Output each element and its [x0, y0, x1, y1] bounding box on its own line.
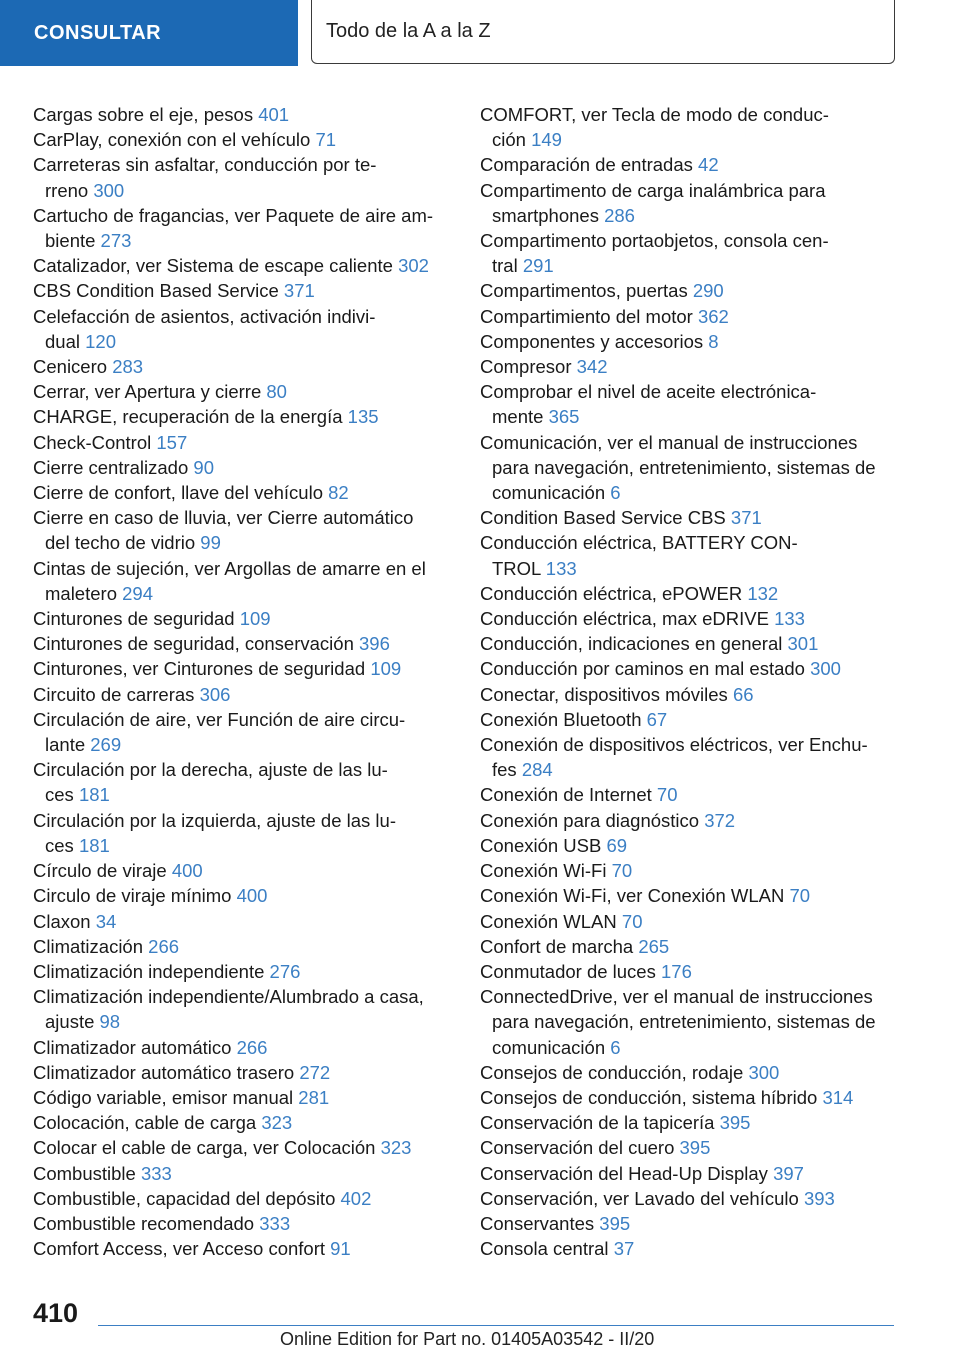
- page-reference-link[interactable]: 401: [258, 104, 290, 125]
- entry-term: Conservación del cuero: [480, 1137, 675, 1159]
- index-entry: [33, 556, 453, 606]
- page-reference-link[interactable]: 314: [822, 1086, 854, 1108]
- index-entry: [33, 304, 453, 354]
- entry-term: Código variable, emisor manual: [33, 1086, 294, 1108]
- page-reference-link[interactable]: 300: [810, 658, 841, 680]
- entry-term: Circuito de carreras: [33, 683, 195, 705]
- entry-term: Circulación de aire, ver Función de aire circu-: [33, 708, 406, 730]
- index-entry: [480, 1186, 900, 1211]
- index-entry: [33, 606, 453, 631]
- index-entry: [480, 1135, 900, 1160]
- index-entry: [480, 228, 900, 278]
- index-entry: [480, 329, 900, 354]
- page-reference-link[interactable]: 400: [171, 860, 203, 882]
- page-reference-link[interactable]: 109: [239, 608, 271, 630]
- index-entry: [480, 984, 900, 1060]
- entry-term: Cierre de confort, llave del vehículo: [33, 482, 323, 504]
- entry-term: Conexión de dispositivos eléctricos, ver Enchu-: [480, 734, 868, 756]
- entry-term: Cierre centralizado: [33, 456, 189, 478]
- index-entry: [33, 984, 453, 1034]
- entry-term: Círculo de viraje: [33, 860, 167, 882]
- entry-term: Cerrar, ver Apertura y cierre: [33, 381, 262, 403]
- entry-term: Conservación, ver Lavado del vehículo: [480, 1187, 799, 1209]
- entry-term-continuation: mente: [492, 406, 544, 428]
- entry-term: Cinturones de seguridad: [33, 608, 235, 630]
- page-reference-link[interactable]: 176: [661, 960, 692, 982]
- page-reference-link[interactable]: 395: [719, 1112, 751, 1134]
- index-entry: [480, 530, 900, 580]
- entry-term: Conservantes: [480, 1212, 595, 1234]
- entry-term-continuation: ción: [492, 129, 526, 151]
- index-entry: [33, 1135, 453, 1160]
- index-entry: [33, 505, 453, 555]
- index-entry: [480, 909, 900, 934]
- entry-term: CarPlay, conexión con el vehículo: [33, 129, 311, 151]
- page-reference-link[interactable]: 300: [748, 1061, 780, 1083]
- index-entry: [480, 732, 900, 782]
- index-entry: [480, 1060, 900, 1085]
- entry-term: Conexión para diagnóstico: [480, 809, 700, 831]
- page-reference-link[interactable]: 34: [95, 910, 117, 932]
- entry-term: Conexión de Internet: [480, 784, 652, 806]
- page-reference-link[interactable]: 99: [200, 532, 221, 554]
- index-entry: [33, 682, 453, 707]
- page-reference-link[interactable]: 365: [548, 406, 580, 428]
- entry-term: Conexión Bluetooth: [480, 708, 642, 730]
- index-column-left: [33, 102, 453, 1261]
- page-reference-link[interactable]: 8: [708, 330, 719, 352]
- page-reference-link[interactable]: 120: [85, 330, 116, 352]
- index-entry: [33, 379, 453, 404]
- page-reference-link[interactable]: 323: [261, 1112, 293, 1134]
- index-entry: [480, 883, 900, 908]
- index-entry: [480, 1161, 900, 1186]
- page-reference-link[interactable]: 300: [93, 179, 125, 201]
- index-entry: [33, 102, 453, 127]
- index-entry: [480, 379, 900, 429]
- page-reference-link[interactable]: 266: [148, 935, 180, 957]
- page-reference-link[interactable]: 400: [236, 885, 268, 907]
- page-reference-link[interactable]: 181: [78, 784, 110, 806]
- entry-term-continuation: tral: [492, 255, 518, 277]
- index-entry: [33, 631, 453, 656]
- page-reference-link[interactable]: 393: [803, 1187, 835, 1209]
- index-entry: [33, 909, 453, 934]
- entry-term: ConnectedDrive, ver el manual de instrucciones: [480, 986, 873, 1008]
- page-reference-link[interactable]: 284: [521, 759, 553, 781]
- entry-term: Consejos de conducción, sistema híbrido: [480, 1086, 818, 1108]
- entry-term: Compartimento portaobjetos, consola cen-: [480, 230, 829, 252]
- page-reference-link[interactable]: 6: [610, 482, 621, 504]
- entry-term: Colocación, cable de carga: [33, 1112, 257, 1134]
- index-entry: [33, 152, 453, 202]
- footer-divider: [98, 1325, 894, 1326]
- index-entry: [33, 858, 453, 883]
- entry-term: Conducción eléctrica, max eDRIVE: [480, 608, 769, 630]
- page-reference-link[interactable]: 306: [199, 683, 231, 705]
- index-entry: [33, 253, 453, 278]
- page-reference-link[interactable]: 133: [774, 608, 805, 630]
- entry-term: Confort de marcha: [480, 935, 634, 957]
- entry-term: Conexión Wi-Fi: [480, 860, 607, 882]
- entry-term: Conectar, dispositivos móviles: [480, 683, 728, 705]
- entry-term: Conmutador de luces: [480, 960, 656, 982]
- page-reference-link[interactable]: 66: [732, 683, 754, 705]
- footer-edition-text: Online Edition for Part no. 01405A03542 - II/20: [280, 1329, 655, 1349]
- page-reference-link[interactable]: 6: [610, 1036, 621, 1058]
- index-entry: [33, 883, 453, 908]
- entry-term: Comfort Access, ver Acceso confort: [33, 1238, 325, 1260]
- page-reference-link[interactable]: 149: [531, 129, 562, 151]
- entry-term: Circulación por la izquierda, ajuste de las lu-: [33, 809, 396, 831]
- entry-term-continuation: ces: [45, 784, 74, 806]
- entry-term: Cinturones de seguridad, conservación: [33, 633, 354, 655]
- page-reference-link[interactable]: 396: [359, 633, 390, 655]
- entry-term: Combustible, capacidad del depósito: [33, 1187, 336, 1209]
- entry-term: Compresor: [480, 356, 572, 378]
- index-entry: [480, 934, 900, 959]
- page-reference-link[interactable]: 276: [269, 960, 301, 982]
- page-reference-link[interactable]: 283: [112, 356, 144, 378]
- index-entry: [33, 808, 453, 858]
- index-entry: [33, 934, 453, 959]
- page-reference-link[interactable]: 397: [773, 1162, 804, 1184]
- page-reference-link[interactable]: 272: [299, 1061, 331, 1083]
- page-reference-link[interactable]: 286: [604, 204, 635, 226]
- index-entry: [33, 430, 453, 455]
- entry-term: Check-Control: [33, 431, 152, 453]
- page-reference-link[interactable]: 82: [328, 482, 349, 504]
- entry-term: Conexión WLAN: [480, 910, 617, 932]
- page-reference-link[interactable]: 290: [692, 280, 724, 302]
- index-entry: [33, 1161, 453, 1186]
- page-reference-link[interactable]: 395: [679, 1137, 711, 1159]
- entry-term: Cartucho de fragancias, ver Paquete de aire am-: [33, 204, 434, 226]
- page-reference-link[interactable]: 90: [193, 456, 214, 478]
- entry-term-continuation: biente: [45, 230, 96, 252]
- index-entry: [480, 304, 900, 329]
- page-reference-link[interactable]: 80: [266, 381, 287, 403]
- entry-term: COMFORT, ver Tecla de modo de conduc-: [480, 104, 829, 125]
- page-reference-link[interactable]: 91: [330, 1238, 351, 1260]
- page-reference-link[interactable]: 294: [122, 582, 153, 604]
- index-entry: [480, 656, 900, 681]
- index-entry: [33, 203, 453, 253]
- entry-term: Climatización independiente/Alumbrado a casa,: [33, 986, 424, 1008]
- entry-term: Compartimento de carga inalámbrica para: [480, 179, 826, 201]
- entry-term: Climatizador automático trasero: [33, 1061, 295, 1083]
- index-entry: [33, 404, 453, 429]
- entry-term-continuation: del techo de vidrio: [45, 532, 196, 554]
- page-reference-link[interactable]: 70: [789, 885, 811, 907]
- page-reference-link[interactable]: 395: [599, 1212, 631, 1234]
- entry-term: Conducción, indicaciones en general: [480, 633, 783, 655]
- entry-term: Celefacción de asientos, activación indivi-: [33, 305, 376, 327]
- entry-term-continuation: ajuste: [45, 1011, 95, 1033]
- index-entry: [480, 1236, 900, 1261]
- index-entry: [33, 1236, 453, 1261]
- entry-term: Conexión Wi-Fi, ver Conexión WLAN: [480, 885, 785, 907]
- index-entry: [480, 581, 900, 606]
- entry-term: Cierre en caso de lluvia, ver Cierre automático: [33, 507, 414, 529]
- page-reference-link[interactable]: 301: [787, 633, 819, 655]
- entry-term: Cenicero: [33, 356, 108, 378]
- entry-term-continuation: TROL: [492, 557, 541, 579]
- index-entry: [480, 682, 900, 707]
- index-entry: [33, 707, 453, 757]
- entry-term-continuation: maletero: [45, 582, 117, 604]
- page-reference-link[interactable]: 132: [747, 582, 779, 604]
- index-entry: [33, 656, 453, 681]
- index-column-right: [480, 102, 900, 1261]
- page-reference-link[interactable]: 69: [606, 834, 628, 856]
- entry-term-continuation: lante: [45, 734, 86, 756]
- entry-term-continuation: para navegación, entretenimiento, sistemas de: [492, 456, 876, 478]
- index-entry: [480, 178, 900, 228]
- index-entry: [480, 354, 900, 379]
- page-reference-link[interactable]: 372: [704, 809, 736, 831]
- entry-term: Circulación por la derecha, ajuste de las lu-: [33, 759, 388, 781]
- index-entry: [480, 606, 900, 631]
- entry-term-continuation: rreno: [45, 179, 89, 201]
- index-entry: [33, 278, 453, 303]
- page-reference-link[interactable]: 37: [613, 1238, 635, 1260]
- index-entry: [33, 455, 453, 480]
- page-reference-link[interactable]: 70: [621, 910, 643, 932]
- index-entry: [480, 102, 900, 152]
- page-reference-link[interactable]: 98: [99, 1011, 121, 1033]
- entry-term: Circulo de viraje mínimo: [33, 885, 232, 907]
- index-entry: [33, 1085, 453, 1110]
- page-reference-link[interactable]: 342: [576, 356, 608, 378]
- page-reference-link[interactable]: 362: [697, 305, 729, 327]
- entry-term: Climatización independiente: [33, 960, 265, 982]
- index-entry: [33, 1035, 453, 1060]
- page-reference-link[interactable]: 71: [315, 129, 337, 151]
- entry-term: Carreteras sin asfaltar, conducción por te-: [33, 154, 377, 176]
- index-entry: [33, 757, 453, 807]
- page-reference-link[interactable]: 333: [259, 1212, 291, 1234]
- entry-term-continuation: fes: [492, 759, 517, 781]
- entry-term: Cargas sobre el eje, pesos: [33, 104, 254, 125]
- index-entry: [480, 631, 900, 656]
- section-tab-consultar[interactable]: CONSULTAR: [0, 0, 298, 66]
- page-reference-link[interactable]: 42: [698, 154, 719, 176]
- page-reference-link[interactable]: 333: [140, 1162, 172, 1184]
- entry-term: Consejos de conducción, rodaje: [480, 1061, 744, 1083]
- index-entry: [33, 354, 453, 379]
- page-reference-link[interactable]: 302: [398, 255, 429, 277]
- page-number: 410: [33, 1298, 79, 1328]
- page-reference-link[interactable]: 402: [340, 1187, 372, 1209]
- index-entry: [33, 959, 453, 984]
- page-reference-link[interactable]: 181: [78, 834, 110, 856]
- page-reference-link[interactable]: 70: [611, 860, 633, 882]
- entry-term: Catalizador, ver Sistema de escape caliente: [33, 255, 393, 277]
- index-entry: [33, 127, 453, 152]
- index-entry: [480, 808, 900, 833]
- entry-term: Conservación del Head-Up Display: [480, 1162, 768, 1184]
- entry-term: Consola central: [480, 1238, 609, 1260]
- entry-term: Compartimentos, puertas: [480, 280, 688, 302]
- index-entry: [480, 430, 900, 506]
- page-header: [0, 0, 960, 66]
- page-reference-link[interactable]: 291: [522, 255, 554, 277]
- page-reference-link[interactable]: 265: [638, 935, 670, 957]
- index-entry: [480, 959, 900, 984]
- page-reference-link[interactable]: 371: [283, 280, 315, 302]
- entry-term: Conexión USB: [480, 834, 602, 856]
- index-entry: [480, 858, 900, 883]
- entry-term: Condition Based Service CBS: [480, 507, 726, 529]
- entry-term-continuation: dual: [45, 330, 80, 352]
- entry-term-continuation: smartphones: [492, 204, 599, 226]
- index-entry: [33, 1110, 453, 1135]
- index-entry: [33, 1060, 453, 1085]
- index-entry: [480, 1085, 900, 1110]
- entry-term-continuation: ces: [45, 834, 74, 856]
- page-reference-link[interactable]: 109: [370, 658, 402, 680]
- entry-term: Conducción eléctrica, ePOWER: [480, 582, 743, 604]
- page-reference-link[interactable]: 135: [347, 406, 379, 428]
- index-entry: [480, 152, 900, 177]
- entry-term: Claxon: [33, 910, 91, 932]
- index-entry: [480, 505, 900, 530]
- index-entry: [33, 1186, 453, 1211]
- index-entry: [480, 782, 900, 807]
- index-entry: [480, 833, 900, 858]
- section-title-tab[interactable]: Todo de la A a la Z: [311, 0, 895, 64]
- entry-term-continuation: comunicación: [492, 482, 606, 504]
- page-reference-link[interactable]: 281: [298, 1086, 330, 1108]
- page-reference-link[interactable]: 269: [90, 734, 122, 756]
- entry-term: Climatización: [33, 935, 144, 957]
- index-entry: [33, 1211, 453, 1236]
- page-reference-link[interactable]: 70: [656, 784, 678, 806]
- entry-term-continuation: comunicación: [492, 1036, 606, 1058]
- index-entry: [480, 1110, 900, 1135]
- page-reference-link[interactable]: 371: [730, 507, 762, 529]
- index-entry: [480, 707, 900, 732]
- entry-term: Compartimiento del motor: [480, 305, 693, 327]
- entry-term: Climatizador automático: [33, 1036, 232, 1058]
- page-reference-link[interactable]: 323: [380, 1137, 412, 1159]
- entry-term: Conservación de la tapicería: [480, 1112, 715, 1134]
- entry-term: Comparación de entradas: [480, 154, 693, 176]
- entry-term: Cintas de sujeción, ver Argollas de amarre en el: [33, 557, 426, 579]
- entry-term: Cinturones, ver Cinturones de seguridad: [33, 658, 366, 680]
- index-entry: [33, 480, 453, 505]
- entry-term: Combustible recomendado: [33, 1212, 255, 1234]
- page-reference-link[interactable]: 67: [646, 708, 668, 730]
- page-reference-link[interactable]: 133: [545, 557, 577, 579]
- index-entry: [480, 278, 900, 303]
- index-entry: [480, 1211, 900, 1236]
- entry-term: CHARGE, recuperación de la energía: [33, 406, 343, 428]
- entry-term: Conducción por caminos en mal estado: [480, 658, 805, 680]
- entry-term: CBS Condition Based Service: [33, 280, 279, 302]
- entry-term: Colocar el cable de carga, ver Colocación: [33, 1137, 376, 1159]
- entry-term: Comunicación, ver el manual de instrucciones: [480, 431, 858, 453]
- entry-term-continuation: para navegación, entretenimiento, sistemas de: [492, 1011, 876, 1033]
- page-reference-link[interactable]: 266: [236, 1036, 268, 1058]
- page-reference-link[interactable]: 157: [156, 431, 188, 453]
- entry-term: Componentes y accesorios: [480, 330, 704, 352]
- entry-term: Comprobar el nivel de aceite electrónica-: [480, 381, 817, 403]
- entry-term: Combustible: [33, 1162, 136, 1184]
- page-reference-link[interactable]: 273: [100, 230, 132, 252]
- entry-term: Conducción eléctrica, BATTERY CON-: [480, 532, 798, 554]
